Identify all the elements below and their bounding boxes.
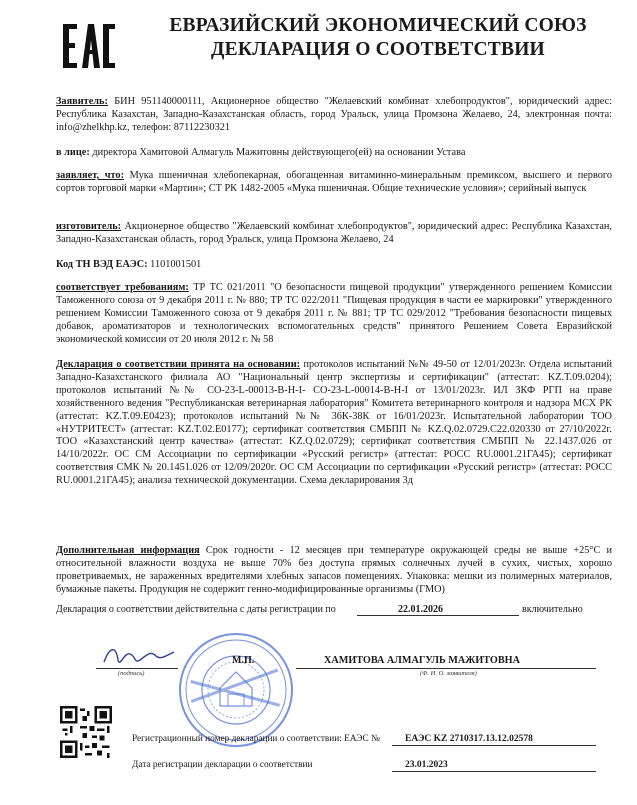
signature-scribble (100, 642, 178, 670)
person-label: в лице: (56, 147, 90, 158)
reg-number-underline (392, 745, 596, 746)
reg-date-underline (392, 771, 596, 772)
declares-label: заявляет, что: (56, 170, 125, 181)
applicant-text: БИН 951140000111, Акционерное общество "Желаевский комбинат хлебопродуктов", юридический адрес: Республика Казахстан, Западно-Казахстанская область, город Уральск, улица Промзона Желаево, 24, электронная почта: info@zhelkhp.kz, телефон: 87112230321 (56, 96, 613, 133)
additional-block (56, 545, 612, 597)
eac-logo (62, 22, 116, 70)
manufacturer-text: Акционерное общество "Желаевский комбинат хлебопродуктов", юридический адрес: Республика Казахстан, Западно-Казахстанская область, город Уральск, улица Промзона Желаево, 24 (56, 221, 612, 245)
person-block (56, 147, 612, 160)
additional-text: Срок годности - 12 месяцев при температуре окружающей среды не выше +25°С и относительной влажности воздуха не выше 70% без доступа прямых солнечных лучей в сухих, чистых, хорошо проветриваемых, не зараженных вредителями хлебных запасов помещениях. Упаковка: мешки из полимерных материалов, бумажные пакеты. Продукция не содержит генно-модифицированные организмы (ГМО) (56, 545, 613, 595)
basis-label: Декларация о соответствии принята на основании: (56, 359, 301, 370)
reg-number-label: Регистрационный номер декларации о соответствии: ЕАЭС № (132, 734, 380, 744)
title-line-2: ДЕКЛАРАЦИЯ О СООТВЕТСТВИИ (211, 39, 545, 60)
reg-date-label: Дата регистрации декларации о соответствии (132, 760, 313, 770)
document-title (128, 14, 628, 62)
requirements-block (56, 282, 612, 347)
manufacturer-block (56, 221, 612, 247)
validity-underline (357, 615, 519, 616)
tnved-value: 1101001501 (150, 259, 202, 270)
applicant-block (56, 96, 612, 135)
basis-text: протоколов испытаний №№ 49-50 от 12/01/2023г. Отдела испытаний Западно-Казахстанского филиала АО "Национальный центр экспертизы и сертификации" (аттестат: KZ.T.09.0204); протоколов испытаний №№ CO-23-L-00013-B-H-I- CO-23-L-00014-B-H-I от 13/01/2023г. ИЛ ЗКФ РГП на праве хозяйственного ведения "Республиканская ветеринарная лаборатория" Комитета ветеринарного контроля и надзора МСХ РК (аттестат: KZ.T.09.E0423); протоколов испытаний №№ 36К-38К от 16/01/2023г. Испытательной лаборатории ТОО «НУТРИТЕСТ» (аттестат: KZ.T.02.E0177); сертификат соответствия СМБПП № KZ.Q.02.0729.C22.020330 от 27/10/2022г. ТОО «Казахстанский центр качества» (аттестат: KZ.Q.02.0729); сертификат соответствия СМБПП № 22.1437.026 от 14/10/2022г. ОС СМ Ассоциации по сертификации «Русский регистр» (аттестат: POCC RU.0001.21ГА45); сертификат соответствия СМК № 20.1451.026 от 12/09/2020г. ОС СМ Ассоциации по сертификации «Русский регистр» (аттестат: POCC RU.0001.21ГА45); анализа технической документации. Схема декларирования 3д (56, 359, 612, 487)
company-seal (176, 630, 296, 750)
manufacturer-label: изготовитель: (56, 221, 122, 232)
validity-label: Декларация о соответствии действительна с даты регистрации по (56, 604, 336, 615)
reg-date: 23.01.2023 (405, 760, 448, 770)
requirements-text: ТР ТС 021/2011 "О безопасности пищевой продукции" утвержденного решением Комиссии Таможенного союза от 9 декабря 2011 г. № 880; ТР ТС 022/2011 "Пищевая продукция в части ее маркировки" утвержденного решением Комиссии Таможенного союза от 9 декабря 2011 г. № 881; ТР ТС 029/2012 "Требования безопасности пищевых добавок, ароматизаторов и технологических вспомогательных средств" принятого Решением Совета Евразийской экономической комиссии от 20 июля 2012 г. № 58 (56, 282, 613, 345)
requirements-label: соответствует требованиям: (56, 282, 189, 293)
validity-suffix: включительно (522, 604, 583, 615)
reg-number: ЕАЭС KZ 2710317.13.12.02578 (405, 734, 533, 744)
signature-caption: (подпись) (118, 670, 145, 677)
applicant-name: ХАМИТОВА АЛМАГУЛЬ МАЖИТОВНА (324, 655, 520, 666)
additional-label: Дополнительная информация (56, 545, 200, 556)
title-line-1: ЕВРАЗИЙСКИЙ ЭКОНОМИЧЕСКИЙ СОЮЗ (169, 15, 587, 36)
name-underline (296, 668, 596, 669)
basis-block (56, 359, 612, 488)
person-text: директора Хамитовой Алмагуль Мажитовны действующего(ей) на основании Устава (92, 147, 466, 158)
tnved-block (56, 259, 612, 272)
tnved-label: Код ТН ВЭД ЕАЭС: (56, 259, 148, 270)
validity-date: 22.01.2026 (398, 604, 443, 615)
name-caption: (Ф. И. О. заявителя) (420, 670, 477, 677)
stamp-mp: М.П. (232, 655, 255, 666)
qr-code (60, 706, 112, 758)
applicant-label: Заявитель: (56, 96, 108, 107)
signature-line (96, 668, 178, 669)
declares-block (56, 170, 612, 196)
declares-text: Мука пшеничная хлебопекарная, обогащенная витаминно-минеральным премиксом, высшего и первого сортов торговой марки «Мартин»; СТ РК 1482-2005 «Мука пшеничная. Общие технические условия»; серийный выпуск (56, 170, 612, 194)
